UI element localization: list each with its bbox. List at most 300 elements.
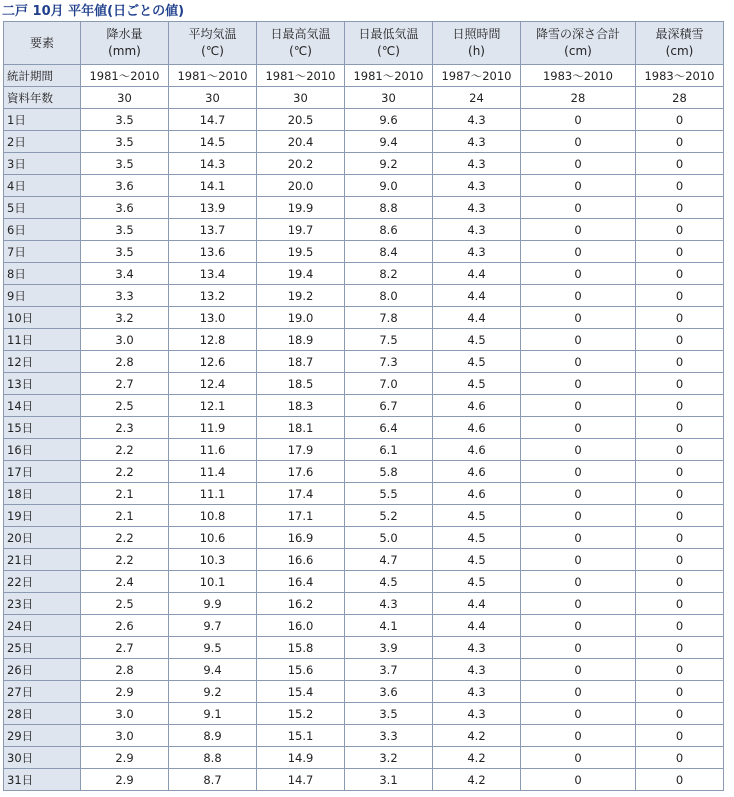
table-cell: 14.5 [169, 131, 257, 153]
row-label: 17日 [4, 461, 81, 483]
table-cell: 0 [521, 285, 636, 307]
table-cell: 20.4 [257, 131, 345, 153]
table-cell: 1987～2010 [433, 65, 521, 87]
page-title: 二戸 10月 平年値(日ごとの値) [2, 4, 185, 19]
column-header-name: 日最高気温 [270, 27, 331, 41]
table-cell: 0 [636, 681, 724, 703]
table-cell: 3.9 [345, 637, 433, 659]
row-label: 31日 [4, 769, 81, 791]
table-cell: 6.4 [345, 417, 433, 439]
table-cell: 4.4 [433, 307, 521, 329]
table-cell: 13.0 [169, 307, 257, 329]
table-cell: 0 [521, 395, 636, 417]
table-cell: 4.4 [433, 263, 521, 285]
table-cell: 2.9 [81, 681, 169, 703]
table-cell: 14.1 [169, 175, 257, 197]
table-cell: 8.0 [345, 285, 433, 307]
table-cell: 0 [636, 219, 724, 241]
row-label: 13日 [4, 373, 81, 395]
table-cell: 1981～2010 [169, 65, 257, 87]
table-cell: 2.2 [81, 527, 169, 549]
row-label: 14日 [4, 395, 81, 417]
column-header-unit: (mm) [108, 44, 141, 58]
table-cell: 13.2 [169, 285, 257, 307]
table-cell: 1983～2010 [636, 65, 724, 87]
table-cell: 0 [521, 329, 636, 351]
row-label: 9日 [4, 285, 81, 307]
row-label: 28日 [4, 703, 81, 725]
table-cell: 14.9 [257, 747, 345, 769]
column-header [81, 22, 169, 65]
table-cell: 4.5 [433, 373, 521, 395]
table-row [4, 549, 724, 571]
row-label: 20日 [4, 527, 81, 549]
table-cell: 0 [636, 197, 724, 219]
table-row [4, 285, 724, 307]
table-cell: 9.0 [345, 175, 433, 197]
table-cell: 24 [433, 87, 521, 109]
table-cell: 8.6 [345, 219, 433, 241]
table-cell: 0 [636, 527, 724, 549]
table-cell: 0 [636, 351, 724, 373]
table-cell: 4.6 [433, 483, 521, 505]
table-cell: 16.4 [257, 571, 345, 593]
table-cell: 30 [81, 87, 169, 109]
table-cell: 0 [521, 483, 636, 505]
table-cell: 14.7 [257, 769, 345, 791]
row-label: 6日 [4, 219, 81, 241]
table-cell: 4.5 [433, 549, 521, 571]
table-cell: 0 [521, 241, 636, 263]
table-cell: 0 [521, 439, 636, 461]
table-cell: 15.2 [257, 703, 345, 725]
column-header [169, 22, 257, 65]
table-cell: 4.1 [345, 615, 433, 637]
table-cell: 1983～2010 [521, 65, 636, 87]
table-cell: 3.2 [81, 307, 169, 329]
table-row [4, 219, 724, 241]
table-row [4, 681, 724, 703]
table-cell: 4.3 [433, 241, 521, 263]
table-cell: 19.9 [257, 197, 345, 219]
column-header-name: 日最低気温 [358, 27, 419, 41]
table-cell: 1981～2010 [257, 65, 345, 87]
table-cell: 0 [636, 549, 724, 571]
column-header [345, 22, 433, 65]
table-row [4, 395, 724, 417]
table-cell: 30 [169, 87, 257, 109]
table-cell: 3.2 [345, 747, 433, 769]
row-label: 7日 [4, 241, 81, 263]
row-label: 25日 [4, 637, 81, 659]
row-label: 21日 [4, 549, 81, 571]
table-cell: 0 [636, 131, 724, 153]
table-cell: 0 [521, 175, 636, 197]
table-cell: 0 [636, 175, 724, 197]
table-cell: 13.7 [169, 219, 257, 241]
table-row [4, 505, 724, 527]
table-cell: 4.2 [433, 725, 521, 747]
table-cell: 4.3 [433, 131, 521, 153]
table-cell: 19.2 [257, 285, 345, 307]
table-cell: 0 [521, 703, 636, 725]
row-label: 12日 [4, 351, 81, 373]
table-row [4, 329, 724, 351]
table-cell: 12.8 [169, 329, 257, 351]
row-label: 11日 [4, 329, 81, 351]
row-label: 22日 [4, 571, 81, 593]
table-cell: 16.9 [257, 527, 345, 549]
column-header-unit: (℃) [201, 44, 224, 58]
table-cell: 8.9 [169, 725, 257, 747]
table-cell: 4.6 [433, 395, 521, 417]
table-cell: 12.4 [169, 373, 257, 395]
table-cell: 4.2 [433, 747, 521, 769]
table-cell: 0 [636, 747, 724, 769]
row-label: 18日 [4, 483, 81, 505]
table-cell: 0 [636, 615, 724, 637]
column-header-name: 要素 [29, 35, 54, 50]
table-cell: 4.4 [433, 285, 521, 307]
table-cell: 30 [345, 87, 433, 109]
row-label: 2日 [4, 131, 81, 153]
table-cell: 12.1 [169, 395, 257, 417]
table-row [4, 593, 724, 615]
table-cell: 0 [521, 769, 636, 791]
row-label: 10日 [4, 307, 81, 329]
column-header-unit: (h) [468, 44, 485, 58]
column-header [636, 22, 724, 65]
meta-row [4, 65, 724, 87]
table-cell: 16.6 [257, 549, 345, 571]
table-cell: 12.6 [169, 351, 257, 373]
table-cell: 0 [636, 637, 724, 659]
column-header [433, 22, 521, 65]
row-label: 19日 [4, 505, 81, 527]
table-row [4, 571, 724, 593]
table-cell: 8.8 [169, 747, 257, 769]
table-cell: 0 [521, 153, 636, 175]
column-header-name: 最深積雪 [655, 27, 704, 41]
table-cell: 9.7 [169, 615, 257, 637]
table-cell: 18.5 [257, 373, 345, 395]
table-cell: 2.7 [81, 373, 169, 395]
table-cell: 2.5 [81, 593, 169, 615]
table-cell: 0 [636, 769, 724, 791]
table-cell: 2.3 [81, 417, 169, 439]
table-cell: 20.0 [257, 175, 345, 197]
table-cell: 2.2 [81, 439, 169, 461]
row-label: 3日 [4, 153, 81, 175]
table-cell: 3.5 [81, 131, 169, 153]
table-row [4, 747, 724, 769]
table-cell: 4.3 [433, 197, 521, 219]
table-row [4, 307, 724, 329]
table-cell: 2.4 [81, 571, 169, 593]
table-cell: 19.4 [257, 263, 345, 285]
table-row [4, 263, 724, 285]
table-cell: 17.1 [257, 505, 345, 527]
table-cell: 17.9 [257, 439, 345, 461]
table-cell: 4.3 [433, 219, 521, 241]
table-cell: 0 [521, 549, 636, 571]
table-cell: 9.4 [169, 659, 257, 681]
table-cell: 1981～2010 [345, 65, 433, 87]
table-cell: 4.6 [433, 417, 521, 439]
table-cell: 16.2 [257, 593, 345, 615]
table-cell: 4.3 [433, 659, 521, 681]
table-cell: 0 [636, 659, 724, 681]
table-cell: 4.6 [433, 439, 521, 461]
table-cell: 28 [636, 87, 724, 109]
table-cell: 11.1 [169, 483, 257, 505]
table-cell: 3.7 [345, 659, 433, 681]
table-cell: 15.1 [257, 725, 345, 747]
table-cell: 0 [521, 307, 636, 329]
table-row [4, 527, 724, 549]
table-header [4, 22, 724, 65]
column-header-unit: (℃) [289, 44, 312, 58]
table-cell: 17.4 [257, 483, 345, 505]
table-cell: 14.7 [169, 109, 257, 131]
table-cell: 3.6 [81, 175, 169, 197]
table-cell: 0 [521, 131, 636, 153]
row-label: 24日 [4, 615, 81, 637]
table-row [4, 241, 724, 263]
column-header-name: 日照時間 [452, 27, 501, 41]
table-cell: 5.2 [345, 505, 433, 527]
column-header [521, 22, 636, 65]
table-cell: 0 [636, 461, 724, 483]
row-label: 16日 [4, 439, 81, 461]
table-cell: 4.7 [345, 549, 433, 571]
column-header-unit: (cm) [665, 44, 694, 58]
column-header-unit: (cm) [564, 44, 592, 58]
table-cell: 0 [521, 681, 636, 703]
normals-table [3, 21, 724, 791]
table-cell: 0 [521, 747, 636, 769]
column-header [257, 22, 345, 65]
table-cell: 30 [257, 87, 345, 109]
table-cell: 4.3 [345, 593, 433, 615]
table-cell: 9.9 [169, 593, 257, 615]
table-cell: 9.2 [345, 153, 433, 175]
table-cell: 1981～2010 [81, 65, 169, 87]
table-cell: 4.3 [433, 153, 521, 175]
table-row [4, 373, 724, 395]
table-cell: 2.8 [81, 659, 169, 681]
row-label: 29日 [4, 725, 81, 747]
table-cell: 18.9 [257, 329, 345, 351]
row-label: 27日 [4, 681, 81, 703]
table-cell: 5.5 [345, 483, 433, 505]
column-header-name: 平均気温 [188, 27, 237, 41]
meta-row [4, 87, 724, 109]
row-label: 23日 [4, 593, 81, 615]
table-cell: 6.7 [345, 395, 433, 417]
table-cell: 15.8 [257, 637, 345, 659]
table-cell: 0 [636, 373, 724, 395]
table-cell: 0 [636, 483, 724, 505]
table-cell: 4.4 [433, 615, 521, 637]
table-cell: 9.1 [169, 703, 257, 725]
row-label: 4日 [4, 175, 81, 197]
table-cell: 11.4 [169, 461, 257, 483]
table-cell: 9.4 [345, 131, 433, 153]
table-cell: 14.3 [169, 153, 257, 175]
table-cell: 0 [521, 263, 636, 285]
table-cell: 0 [636, 153, 724, 175]
table-cell: 0 [636, 593, 724, 615]
table-row [4, 483, 724, 505]
table-cell: 2.6 [81, 615, 169, 637]
table-cell: 4.3 [433, 175, 521, 197]
table-row [4, 131, 724, 153]
table-cell: 15.6 [257, 659, 345, 681]
table-cell: 4.6 [433, 461, 521, 483]
table-cell: 8.4 [345, 241, 433, 263]
table-cell: 4.5 [433, 505, 521, 527]
table-cell: 4.3 [433, 681, 521, 703]
table-cell: 0 [521, 351, 636, 373]
table-cell: 0 [521, 659, 636, 681]
table-cell: 0 [521, 571, 636, 593]
table-cell: 11.6 [169, 439, 257, 461]
table-cell: 2.2 [81, 549, 169, 571]
table-cell: 8.7 [169, 769, 257, 791]
row-label: 1日 [4, 109, 81, 131]
table-cell: 0 [521, 615, 636, 637]
row-label: 26日 [4, 659, 81, 681]
table-cell: 8.8 [345, 197, 433, 219]
table-cell: 3.3 [345, 725, 433, 747]
table-row [4, 703, 724, 725]
table-cell: 13.6 [169, 241, 257, 263]
table-cell: 4.5 [433, 571, 521, 593]
column-header-unit: (℃) [377, 44, 400, 58]
table-cell: 4.5 [433, 329, 521, 351]
table-cell: 10.6 [169, 527, 257, 549]
table-cell: 0 [636, 725, 724, 747]
table-cell: 3.5 [345, 703, 433, 725]
table-cell: 4.5 [345, 571, 433, 593]
table-cell: 3.6 [81, 197, 169, 219]
table-cell: 11.9 [169, 417, 257, 439]
table-cell: 19.7 [257, 219, 345, 241]
table-cell: 4.4 [433, 593, 521, 615]
column-header-name: 降雪の深さ合計 [535, 27, 620, 41]
table-cell: 3.5 [81, 153, 169, 175]
table-cell: 0 [636, 439, 724, 461]
table-cell: 7.3 [345, 351, 433, 373]
table-cell: 3.0 [81, 329, 169, 351]
table-cell: 16.0 [257, 615, 345, 637]
table-cell: 0 [521, 593, 636, 615]
table-cell: 10.3 [169, 549, 257, 571]
table-cell: 2.7 [81, 637, 169, 659]
row-label: 資料年数 [4, 87, 81, 109]
table-row [4, 197, 724, 219]
table-cell: 0 [521, 197, 636, 219]
table-row [4, 659, 724, 681]
table-cell: 3.3 [81, 285, 169, 307]
table-cell: 0 [521, 417, 636, 439]
table-cell: 13.9 [169, 197, 257, 219]
table-cell: 2.9 [81, 747, 169, 769]
table-cell: 5.0 [345, 527, 433, 549]
table-cell: 0 [636, 241, 724, 263]
table-cell: 0 [521, 109, 636, 131]
table-row [4, 637, 724, 659]
table-cell: 3.1 [345, 769, 433, 791]
table-cell: 2.1 [81, 505, 169, 527]
table-cell: 0 [636, 329, 724, 351]
table-cell: 0 [636, 285, 724, 307]
table-cell: 2.9 [81, 769, 169, 791]
table-row [4, 109, 724, 131]
table-cell: 3.5 [81, 109, 169, 131]
table-cell: 0 [636, 505, 724, 527]
table-cell: 4.3 [433, 109, 521, 131]
table-cell: 0 [521, 373, 636, 395]
table-cell: 10.8 [169, 505, 257, 527]
table-cell: 0 [521, 637, 636, 659]
table-row [4, 769, 724, 791]
table-cell: 0 [636, 571, 724, 593]
table-cell: 18.3 [257, 395, 345, 417]
table-row [4, 439, 724, 461]
table-body [4, 65, 724, 791]
table-row [4, 351, 724, 373]
table-cell: 3.6 [345, 681, 433, 703]
table-cell: 18.7 [257, 351, 345, 373]
table-row [4, 615, 724, 637]
table-cell: 0 [636, 417, 724, 439]
table-cell: 19.5 [257, 241, 345, 263]
table-cell: 10.1 [169, 571, 257, 593]
table-cell: 3.0 [81, 703, 169, 725]
table-cell: 2.5 [81, 395, 169, 417]
table-cell: 0 [636, 307, 724, 329]
table-cell: 15.4 [257, 681, 345, 703]
column-header [4, 22, 81, 65]
table-row [4, 175, 724, 197]
table-cell: 3.5 [81, 241, 169, 263]
table-cell: 28 [521, 87, 636, 109]
table-cell: 0 [636, 703, 724, 725]
table-row [4, 417, 724, 439]
row-label: 15日 [4, 417, 81, 439]
table-cell: 6.1 [345, 439, 433, 461]
row-label: 30日 [4, 747, 81, 769]
table-cell: 0 [521, 725, 636, 747]
table-cell: 0 [521, 219, 636, 241]
table-cell: 13.4 [169, 263, 257, 285]
table-cell: 4.3 [433, 703, 521, 725]
table-cell: 9.5 [169, 637, 257, 659]
table-cell: 0 [636, 109, 724, 131]
row-label: 統計期間 [4, 65, 81, 87]
table-cell: 4.2 [433, 769, 521, 791]
table-cell: 0 [521, 527, 636, 549]
table-cell: 4.5 [433, 527, 521, 549]
table-cell: 20.2 [257, 153, 345, 175]
table-cell: 4.5 [433, 351, 521, 373]
table-cell: 2.2 [81, 461, 169, 483]
table-cell: 7.0 [345, 373, 433, 395]
table-cell: 8.2 [345, 263, 433, 285]
table-cell: 0 [521, 505, 636, 527]
